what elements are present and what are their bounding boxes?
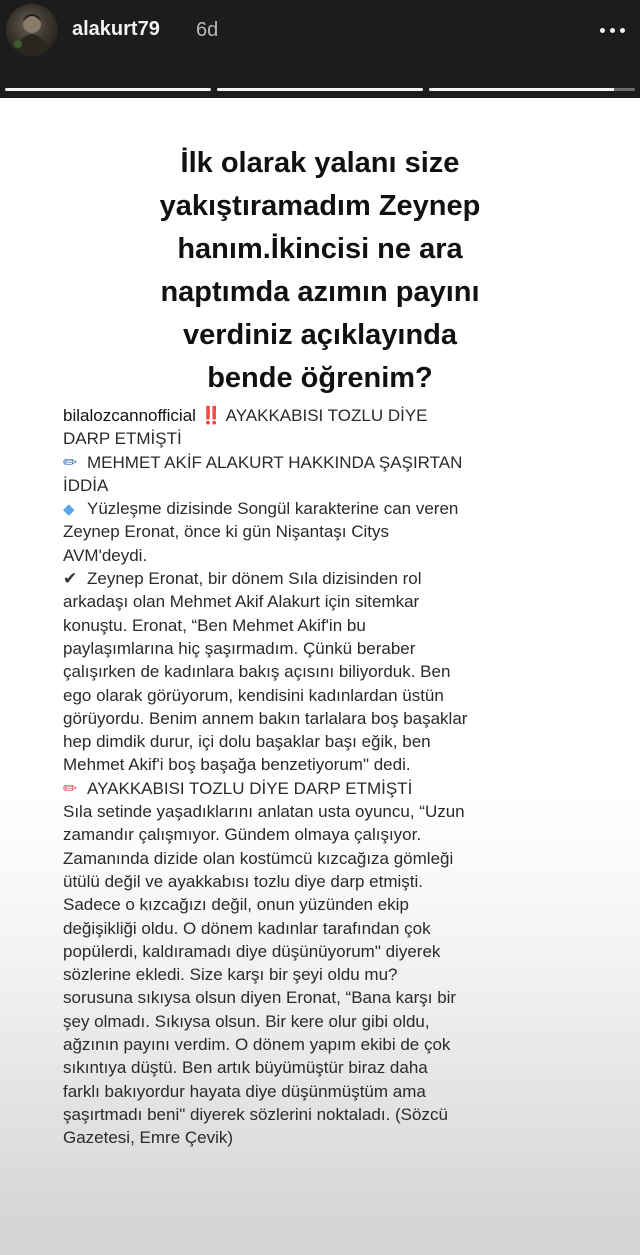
story-progress	[5, 88, 635, 92]
quoted-post	[63, 404, 583, 1150]
post-line	[63, 567, 583, 590]
checkmark-icon: ✔	[63, 569, 78, 589]
headline-line: yakıştıramadım Zeynep	[159, 190, 481, 222]
post-line	[63, 986, 583, 1009]
post-line	[63, 544, 583, 567]
post-text: şey olmadı. Sıkıysa olsun. Bir kere olur gibi oldu,	[63, 1011, 430, 1031]
post-line	[63, 1033, 583, 1056]
post-line	[63, 753, 583, 776]
post-text: paylaşımlarına hiç şaşırmadım. Çünkü beraber	[63, 638, 416, 658]
progress-segment	[5, 88, 211, 91]
post-text: sözlerine ekledi. Size karşı bir şeyi oldu mu?	[63, 965, 398, 985]
pencil-icon: ✏	[63, 452, 78, 472]
post-text: popülerdi, kaldıramadı diye düşünüyorum" diyerek	[63, 941, 441, 961]
post-line	[63, 497, 583, 520]
post-text: sıkıntıya düştü. Ben artık büyümüştür biraz daha	[63, 1058, 428, 1078]
post-line	[63, 684, 583, 707]
post-line	[63, 707, 583, 730]
more-horizontal-icon	[610, 28, 615, 33]
post-text: Sadece o kızcağızı değil, onun yüzünden ekip	[63, 895, 409, 915]
post-line	[63, 520, 583, 543]
post-line	[63, 1080, 583, 1103]
progress-fill	[5, 88, 211, 91]
post-line	[63, 823, 583, 846]
avatar[interactable]	[6, 4, 58, 56]
pencil-icon: ✏	[63, 778, 78, 798]
post-text: çalışırken de kadınlara bakış açısını biliyorduk. Ben	[63, 662, 451, 682]
post-text: zamandır çalışmıyor. Gündem olmaya çalışıyor.	[63, 825, 422, 845]
post-line	[63, 614, 583, 637]
more-horizontal-icon	[600, 28, 605, 33]
post-text: Zeynep Eronat, önce ki gün Nişantaşı Citys	[63, 522, 389, 542]
more-options-button[interactable]	[592, 14, 632, 46]
post-line	[63, 1126, 583, 1149]
post-line	[63, 940, 583, 963]
headline-line: hanım.İkincisi ne ara	[177, 233, 463, 265]
post-line	[63, 474, 583, 497]
post-line	[63, 1010, 583, 1033]
progress-segment	[429, 88, 635, 91]
post-text: şaşırtmadı beni" diyerek sözlerini noktaladı. (Sözcü	[63, 1104, 448, 1124]
headline-line: naptımda azımın payını	[160, 276, 480, 308]
post-text: ‼️ AYAKKABISI TOZLU DİYE	[200, 406, 428, 425]
post-line	[63, 1056, 583, 1079]
double-exclamation-icon: ‼️	[200, 406, 222, 425]
post-line	[63, 893, 583, 916]
post-line	[63, 590, 583, 613]
post-line	[63, 730, 583, 753]
post-line	[63, 404, 583, 427]
post-text: arkadaşı olan Mehmet Akif Alakurt için sitemkar	[63, 592, 420, 612]
post-text: farklı bakıyordur hayata diye düşünmüştüm ama	[63, 1081, 426, 1101]
post-text: görüyordu. Benim annem bakın tarlalara boş başaklar	[63, 708, 468, 728]
avatar-image	[6, 4, 58, 56]
progress-fill	[217, 88, 423, 91]
headline-line: İlk olarak yalanı size	[180, 147, 460, 179]
progress-segment	[217, 88, 423, 91]
more-horizontal-icon	[620, 28, 625, 33]
post-line	[63, 777, 583, 800]
post-text: MEHMET AKİF ALAKURT HAKKINDA ŞAŞIRTAN	[87, 452, 463, 472]
post-text: Zeynep Eronat, bir dönem Sıla dizisinden rol	[87, 569, 422, 589]
story-content	[0, 98, 640, 1255]
post-text: Zamanında dizide olan kostümcü kızcağıza gömleği	[63, 848, 454, 868]
timestamp: 6d	[196, 19, 219, 41]
post-line	[63, 451, 583, 474]
post-text: ağzının payını verdim. O dönem yapım ekibi de çok	[63, 1035, 451, 1055]
post-text: hep dimdik durur, içi dolu başaklar başı eğik, ben	[63, 732, 431, 752]
post-line	[63, 917, 583, 940]
story-header	[0, 0, 640, 64]
post-line	[63, 660, 583, 683]
post-text: Gazetesi, Emre Çevik)	[63, 1128, 234, 1148]
post-text: AVM'deydi.	[63, 545, 148, 565]
post-text: Sıla setinde yaşadıklarını anlatan usta oyuncu, “Uzun	[63, 802, 465, 822]
post-line	[63, 800, 583, 823]
bottom-fade	[0, 1148, 640, 1255]
headline-line: bende öğrenim?	[207, 362, 433, 394]
post-line	[63, 847, 583, 870]
diamond-icon: ◆	[63, 501, 75, 519]
post-text: AYAKKABISI TOZLU DİYE DARP ETMİŞTİ	[87, 778, 413, 798]
post-text: konuştu. Eronat, “Ben Mehmet Akif'in bu	[63, 615, 366, 635]
post-line	[63, 427, 583, 450]
post-text: sorusuna sıkıysa olsun diyen Eronat, “Bana karşı bir	[63, 988, 457, 1008]
post-text: DARP ETMİŞTİ	[63, 429, 182, 449]
post-text: Yüzleşme dizisinde Songül karakterine can veren	[87, 499, 459, 519]
progress-fill	[429, 88, 614, 91]
post-text: ütülü değil ve ayakkabısı tozlu diye darp etmişti.	[63, 871, 424, 891]
username[interactable]: alakurt79	[72, 18, 160, 40]
post-line	[63, 1103, 583, 1126]
story-headline	[60, 142, 580, 400]
headline-line: verdiniz açıklayında	[182, 319, 457, 351]
post-text: Mehmet Akif'i boş başağa benzetiyorum" dedi.	[63, 755, 411, 775]
post-text: İDDİA	[63, 475, 109, 495]
post-line	[63, 637, 583, 660]
post-username: bilalozcannofficial	[63, 406, 201, 425]
post-text: değişikliği oldu. O dönem kadınlar tarafından çok	[63, 918, 431, 938]
post-line	[63, 870, 583, 893]
post-line	[63, 963, 583, 986]
post-text: ego olarak görüyorum, kendisini kadınlardan üstün	[63, 685, 444, 705]
